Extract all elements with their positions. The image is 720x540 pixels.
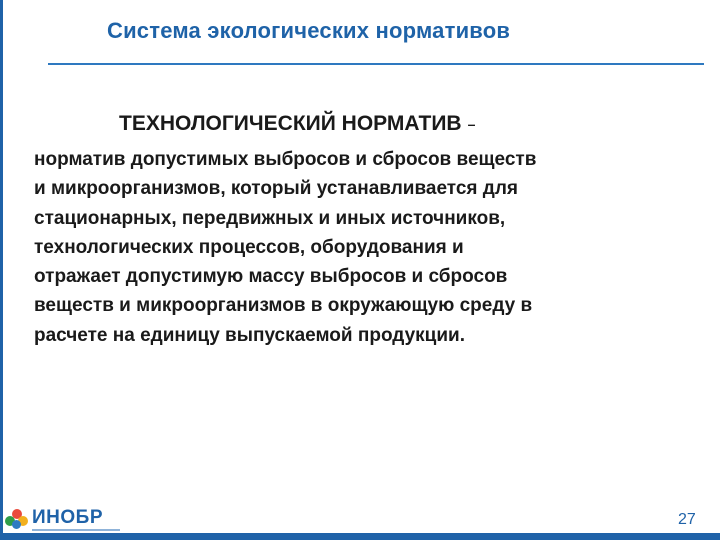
inobr-logo: [5, 507, 120, 531]
term-heading: [119, 112, 475, 136]
definition-line: технологических процессов, оборудования и: [34, 236, 464, 258]
footer-bar: [0, 533, 720, 540]
term-heading-text: ТЕХНОЛОГИЧЕСКИЙ НОРМАТИВ: [119, 112, 462, 135]
logo-text: ИНОБР: [32, 506, 103, 528]
definition-line: стационарных, передвижных и иных источников,: [34, 207, 506, 229]
term-heading-dash: –: [467, 116, 476, 133]
definition-line: отражает допустимую массу выбросов и сбросов: [34, 266, 508, 288]
title-divider: [48, 63, 704, 65]
logo-underline: [32, 529, 120, 531]
definition-line: расчете на единицу выпускаемой продукции.: [34, 324, 465, 346]
definition-text: [34, 145, 694, 350]
left-border-accent: [0, 0, 3, 540]
definition-line: веществ и микроорганизмов в окружающую среду в: [34, 295, 533, 317]
colored-dots-logo-icon: [5, 507, 29, 531]
page-number: 27: [678, 511, 696, 528]
definition-line: и микроорганизмов, который устанавливается для: [34, 178, 518, 200]
definition-line: норматив допустимых выбросов и сбросов веществ: [34, 149, 537, 170]
slide-title: Система экологических нормативов: [107, 18, 511, 43]
